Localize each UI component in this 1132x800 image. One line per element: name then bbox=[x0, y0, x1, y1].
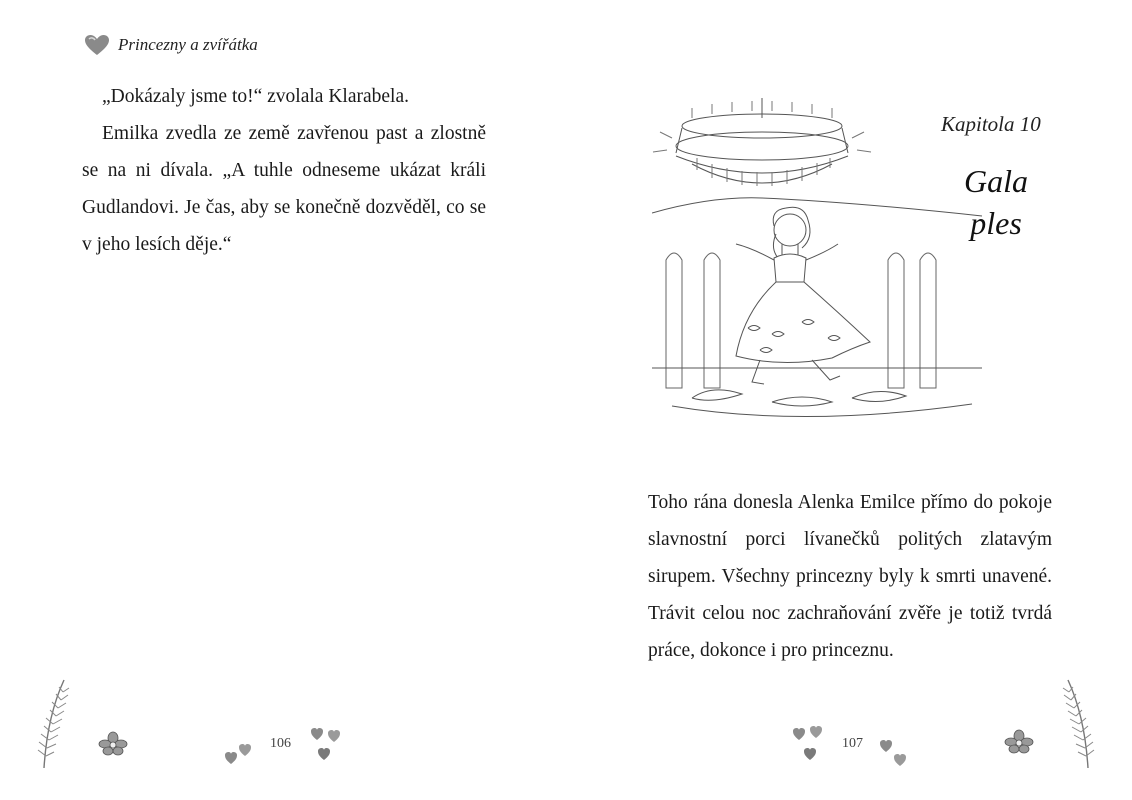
heart-icon bbox=[878, 740, 910, 768]
paragraph: Emilka zvedla ze země zavřenou past a zlostně se na ni dívala. „A tuhle odneseme ukázat králi Gudlandovi. Je čas, aby se konečně dozvěděl, co se v jeho lesích děje.“ bbox=[82, 123, 486, 255]
chapter-title-line: ples bbox=[970, 205, 1022, 241]
princess-dancing-illustration bbox=[652, 98, 992, 418]
right-body-text bbox=[648, 484, 1052, 669]
fern-icon bbox=[34, 676, 74, 770]
flower-icon bbox=[96, 730, 130, 760]
heart-icon bbox=[308, 726, 344, 762]
heart-icon bbox=[790, 726, 826, 762]
chapter-title bbox=[926, 160, 1066, 244]
running-head-title: Princezny a zvířátka bbox=[118, 35, 258, 54]
chapter-title-line: Gala bbox=[964, 163, 1028, 199]
heart-icon bbox=[84, 34, 110, 56]
heart-icon bbox=[224, 742, 254, 768]
chapter-label: Kapitola 10 bbox=[941, 112, 1041, 136]
paragraph: „Dokázaly jsme to!“ zvolala Klarabela. bbox=[102, 86, 409, 107]
page-number: 106 bbox=[270, 736, 291, 751]
running-head bbox=[84, 34, 258, 56]
paragraph: Toho rána donesla Alenka Emilce přímo do pokoje slavnostní porci lívanečků politých zlatavým sirupem. Všechny princezny byly k smrti unavené. Trávit celou noc zachraňování zvěře je totiž tvrdá práce, dokonce i pro princeznu. bbox=[648, 492, 1052, 661]
fern-icon bbox=[1058, 676, 1098, 770]
left-body-text bbox=[82, 78, 486, 263]
right-page bbox=[566, 0, 1132, 800]
page-number: 107 bbox=[842, 736, 863, 751]
flower-icon bbox=[1002, 728, 1036, 758]
